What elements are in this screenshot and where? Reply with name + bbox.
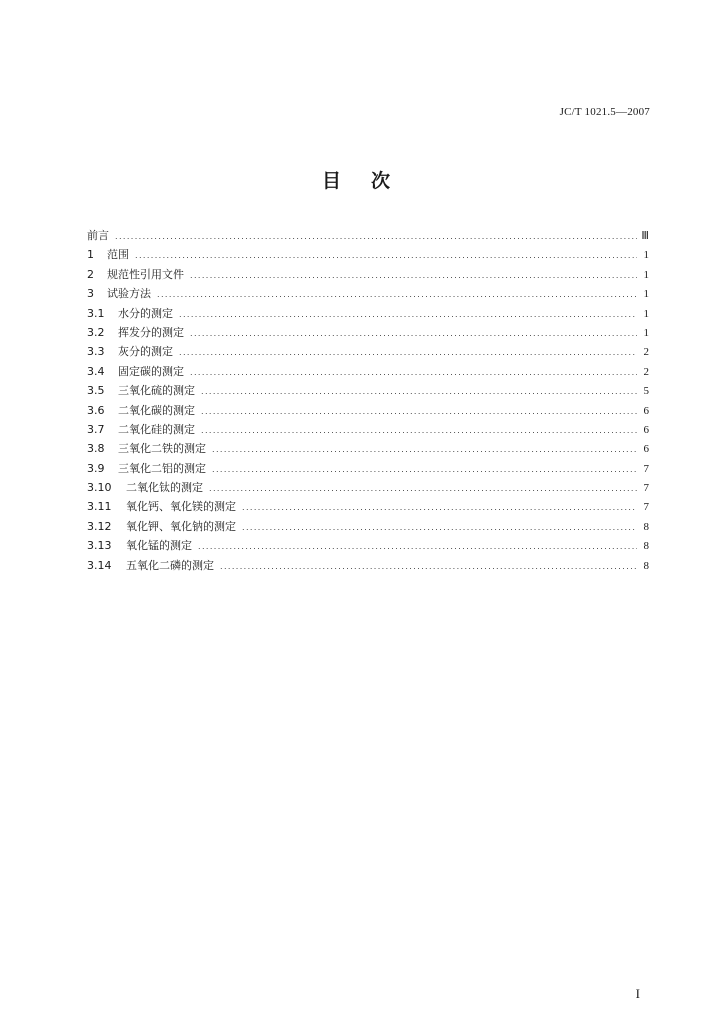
toc-entry-label: 三氧化二铁的测定: [118, 442, 206, 456]
toc-leader-dots: [179, 348, 637, 357]
toc-entry[interactable]: [87, 382, 649, 401]
toc-leader-dots: [220, 562, 637, 571]
toc-entry[interactable]: [87, 557, 649, 576]
toc-entry-number: 3.3: [87, 345, 105, 359]
toc-entry[interactable]: [87, 266, 649, 285]
toc-entry-label: 挥发分的测定: [118, 325, 184, 339]
toc-entry[interactable]: [87, 227, 649, 246]
toc-entry[interactable]: [87, 305, 649, 324]
toc-entry[interactable]: [87, 498, 649, 517]
toc-entry-number: 3.4: [87, 364, 105, 378]
page-title: [0, 166, 712, 193]
toc-entry-number: 3.9: [87, 461, 105, 475]
toc-entry-label: 范围: [107, 248, 129, 262]
toc-entry[interactable]: [87, 285, 649, 304]
toc-entry-page: 7: [643, 482, 649, 495]
toc-entry[interactable]: [87, 537, 649, 556]
toc-entry-number: 3.14: [87, 558, 112, 572]
toc-entry-page: 1: [643, 249, 649, 262]
toc-leader-dots: [190, 368, 637, 377]
toc-entry-page: 6: [643, 443, 649, 456]
table-of-contents: [87, 227, 649, 576]
toc-entry-number: 3.1: [87, 306, 105, 320]
toc-leader-dots: [115, 232, 637, 241]
toc-entry-number: 3.5: [87, 384, 105, 398]
toc-entry[interactable]: [87, 324, 649, 343]
toc-leader-dots: [212, 445, 637, 454]
toc-entry-page: 2: [643, 346, 649, 359]
toc-entry-label: 五氧化二磷的测定: [126, 558, 214, 572]
toc-entry-page: 1: [643, 326, 649, 339]
title-char-2: 次: [371, 170, 391, 192]
toc-entry-page: 1: [643, 268, 649, 281]
toc-entry-page: 6: [643, 423, 649, 436]
toc-entry-number: 3: [87, 287, 94, 301]
toc-leader-dots: [135, 251, 637, 260]
toc-entry-number: 3.2: [87, 325, 105, 339]
toc-entry-page: 5: [643, 385, 649, 398]
toc-entry-number: 3.11: [87, 500, 112, 514]
toc-entry-number: 3.8: [87, 442, 105, 456]
toc-entry-number: 3.10: [87, 481, 112, 495]
toc-leader-dots: [201, 407, 637, 416]
toc-entry-label: 二氧化钛的测定: [126, 481, 203, 495]
toc-entry-page: 6: [643, 404, 649, 417]
toc-entry-label: 二氧化碳的测定: [118, 403, 195, 417]
toc-entry-number: 3.13: [87, 539, 112, 553]
toc-entry[interactable]: [87, 363, 649, 382]
toc-entry[interactable]: [87, 440, 649, 459]
standard-code: JC/T 1021.5—2007: [559, 106, 650, 118]
toc-entry[interactable]: [87, 421, 649, 440]
toc-entry[interactable]: [87, 479, 649, 498]
toc-entry-label: 二氧化硅的测定: [118, 422, 195, 436]
toc-leader-dots: [242, 503, 637, 512]
toc-entry[interactable]: [87, 460, 649, 479]
toc-entry-page: 7: [643, 462, 649, 475]
toc-entry-page: 8: [643, 520, 649, 533]
page-number: I: [635, 986, 640, 1001]
toc-entry-label: 固定碳的测定: [118, 364, 184, 378]
toc-entry-label: 规范性引用文件: [107, 267, 184, 281]
toc-entry-number: 1: [87, 248, 94, 262]
toc-entry-label: 试验方法: [107, 287, 151, 301]
toc-leader-dots: [242, 523, 637, 532]
toc-leader-dots: [212, 465, 637, 474]
toc-leader-dots: [201, 426, 637, 435]
toc-entry-page: 7: [643, 501, 649, 514]
toc-entry-label: 氧化锰的测定: [126, 539, 192, 553]
toc-entry-label: 氧化钙、氧化镁的测定: [126, 500, 236, 514]
toc-entry-number: 2: [87, 267, 94, 281]
title-char-1: 目: [321, 170, 341, 192]
toc-entry-label: 水分的测定: [118, 306, 173, 320]
toc-entry-page: 8: [643, 540, 649, 553]
toc-entry-label: 三氧化硫的测定: [118, 384, 195, 398]
toc-entry[interactable]: [87, 343, 649, 362]
toc-entry-label: 灰分的测定: [118, 345, 173, 359]
toc-leader-dots: [201, 387, 637, 396]
toc-leader-dots: [157, 290, 637, 299]
toc-entry-page: 2: [643, 365, 649, 378]
toc-entry-label: 氧化钾、氧化钠的测定: [126, 519, 236, 533]
toc-entry[interactable]: [87, 402, 649, 421]
toc-leader-dots: [209, 484, 637, 493]
toc-entry-label: 三氧化二铝的测定: [118, 461, 206, 475]
toc-leader-dots: [190, 271, 637, 280]
toc-entry-number: 3.7: [87, 422, 105, 436]
toc-entry-page: 1: [643, 288, 649, 301]
toc-leader-dots: [198, 542, 637, 551]
toc-entry-label: 前言: [87, 229, 109, 242]
toc-entry[interactable]: [87, 246, 649, 265]
toc-entry-number: 3.12: [87, 519, 112, 533]
toc-leader-dots: [179, 310, 637, 319]
toc-leader-dots: [190, 329, 637, 338]
toc-entry-page: 8: [643, 559, 649, 572]
toc-entry-page: 1: [643, 307, 649, 320]
toc-entry[interactable]: [87, 518, 649, 537]
toc-entry-page: Ⅲ: [641, 230, 649, 242]
toc-entry-number: 3.6: [87, 403, 105, 417]
